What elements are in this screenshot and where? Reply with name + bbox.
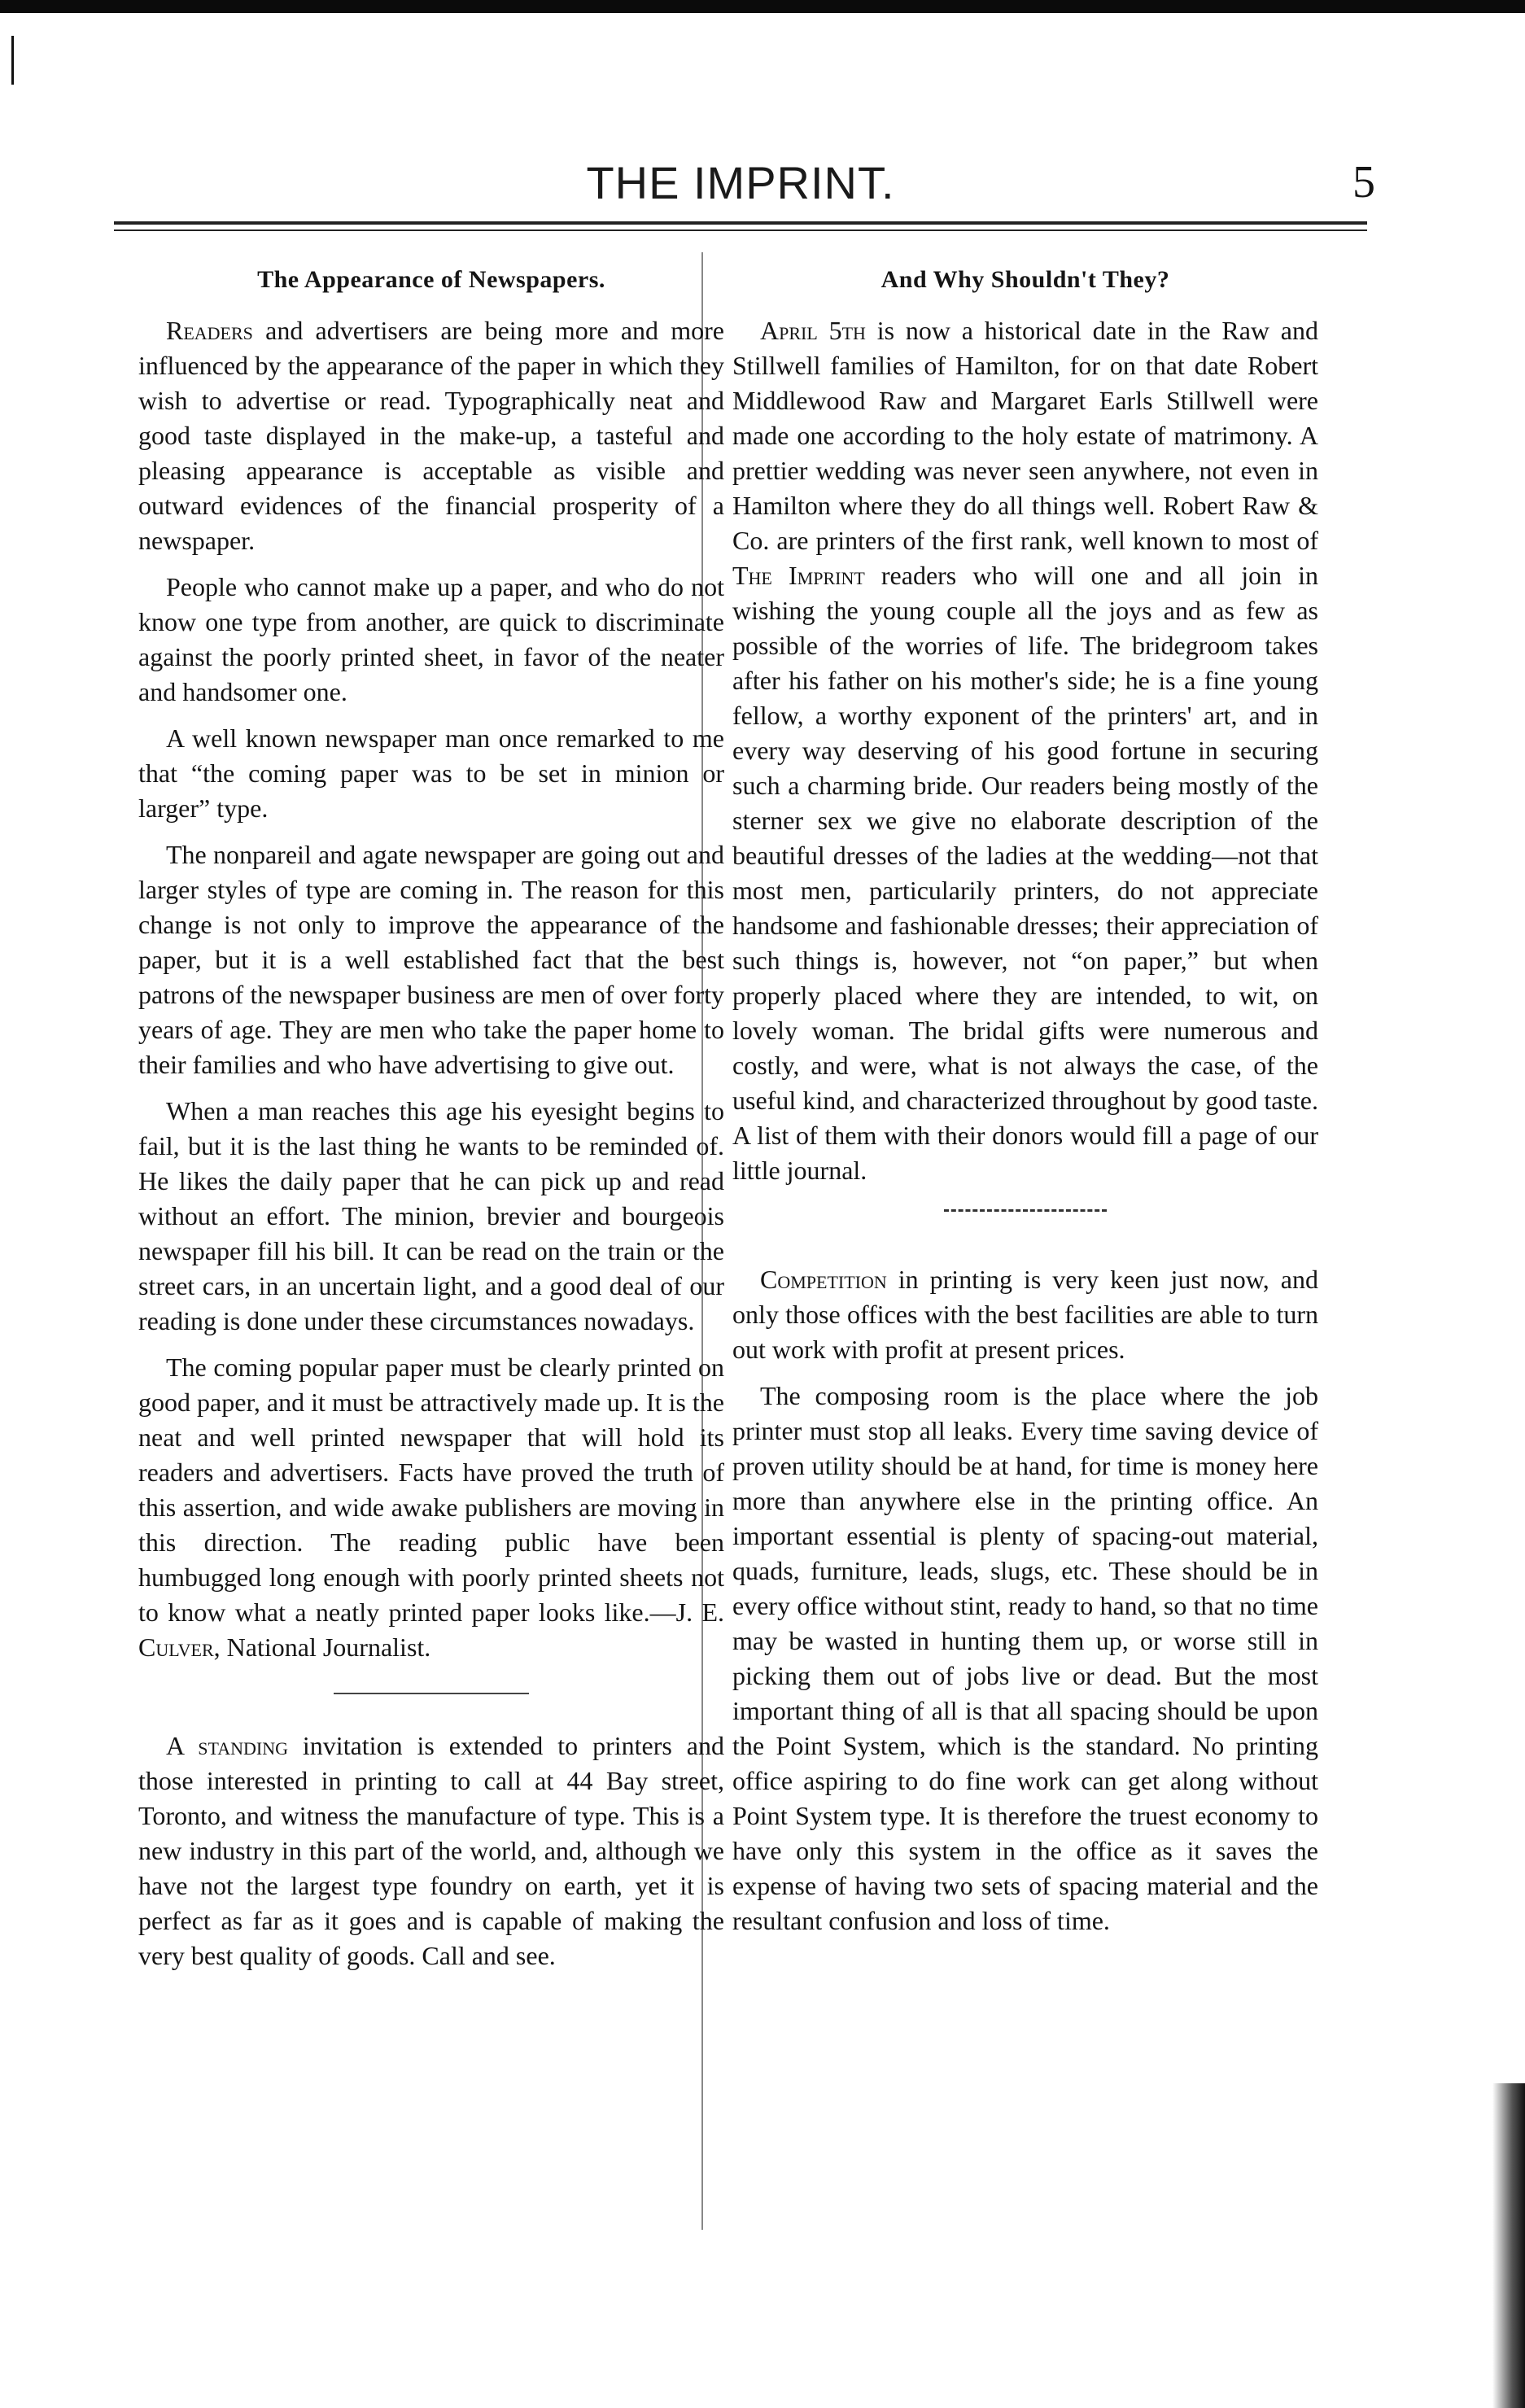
page-title: THE IMPRINT. bbox=[586, 157, 895, 208]
paragraph-text: readers who will one and all join in wishing the young couple all the joys and as few as possible of the worries of life. The bridegroom takes after his father on his mother's side; he is a fine young fellow, a worthy exponent of the printers' art, and in every way deserving of his good fortune in securing such a charming bride. Our readers being mostly of the sterner sex we give no elaborate description of the beautiful dresses of the ladies at the wedding—not that most men, particularily printers, do not appreciate handsome and fashionable dresses; their appreciation of such things is, however, not “on paper,” but when properly placed where they are intended, to wit, on lovely woman. The bridal gifts were numerous and costly, and were, what is not always the case, of the useful kind, and characterized throughout by good taste. A list of them with their donors would fill a page of our little journal. bbox=[732, 561, 1318, 1185]
header-rule bbox=[114, 221, 1367, 225]
paragraph-text: is now a historical date in the Raw and Stillwell families of Hamilton, for on that date Robert Middlewood Raw and Margaret Earls Stillwell were made one according to the holy estate of matrimony. A prettier wedding was never seen anywhere, not even in Hamilton where they do all things well. Robert Raw & Co. are printers of the first rank, well known to most of bbox=[732, 316, 1319, 555]
paragraph-lead: Competition bbox=[760, 1265, 887, 1294]
top-border bbox=[0, 0, 1525, 13]
paragraph bbox=[732, 313, 1318, 1188]
paragraph: People who cannot make up a paper, and who do not know one type from another, are quick to discriminate against the poorly printed sheet, in favor of the neater and handsomer one. bbox=[138, 572, 724, 706]
paragraph-text: invitation is extended to printers and those interested in printing to call at 44 Bay street, Toronto, and witness the manufacture of type. This is a new industry in this part of the world, and, although we have not the largest type foundry on earth, yet it is perfect as far as it goes and is capable of making the very best quality of goods. Call and see. bbox=[138, 1731, 724, 1970]
paragraph-lead: A standing bbox=[166, 1731, 288, 1760]
paragraph-text: in printing is very keen just now, and only those offices with the best facilities are able to turn out work with profit at present prices. bbox=[732, 1265, 1318, 1364]
paragraph bbox=[732, 1262, 1318, 1367]
right-column bbox=[732, 262, 1318, 1950]
page-header bbox=[106, 156, 1375, 221]
paragraph bbox=[138, 1350, 724, 1665]
article-title: The Appearance of Newspapers. bbox=[257, 266, 605, 293]
page-number: 5 bbox=[1352, 157, 1375, 208]
paragraph bbox=[138, 1728, 724, 1973]
paragraph: A well known newspaper man once remarked to me that “the coming paper was to be set in minion or larger” type. bbox=[138, 723, 724, 823]
left-column bbox=[138, 262, 724, 1985]
author-name: Culver bbox=[138, 1632, 214, 1662]
section-divider bbox=[944, 1209, 1107, 1212]
paragraph bbox=[138, 313, 724, 558]
paragraph: The composing room is the place where the job printer must stop all leaks. Every time saving device of proven utility should be at hand, for time is money here more than anywhere else in the printing office. An important essential is plenty of spacing-out material, quads, furniture, leads, slugs, etc. These should be in every office without stint, ready to hand, so that no time may be wasted in hunting them up, or worse still in picking them out of jobs live or dead. But the most important thing of all is that all spacing should be upon the Point System, which is the standard. No printing office aspiring to do fine work can get along without Point System type. It is therefore the truest economy to have only this system in the office as it saves the expense of having two sets of spacing material and the resultant confusion and loss of time. bbox=[732, 1381, 1318, 1935]
source-name: , National Journalist. bbox=[213, 1632, 431, 1662]
page-edge-shadow bbox=[1492, 2083, 1525, 2408]
paragraph-text: The coming popular paper must be clearly printed on good paper, and it must be attractively made up. It is the neat and well printed newspaper that will hold its readers and advertisers. Facts have proved the truth of this assertion, and wide awake publishers are moving in this direction. The reading public have been humbugged long enough with poorly printed sheets not to know what a neatly printed paper looks like.—J. E. bbox=[138, 1353, 724, 1627]
paragraph: When a man reaches this age his eyesight begins to fail, but it is the last thing he wants to be reminded of. He likes the daily paper that he can pick up and read without an effort. The minion, brevier and bourgeois newspaper fill his bill. It can be read on the train or the street cars, in an uncertain light, and a good deal of our reading is done under these circumstances nowadays. bbox=[138, 1096, 724, 1335]
paragraph: The nonpareil and agate newspaper are going out and larger styles of type are coming in. The reason for this change is not only to improve the appearance of the paper, but it is a well established fact that the best patrons of the newspaper business are men of over forty years of age. They are men who take the paper home to their families and who have advertising to give out. bbox=[138, 840, 724, 1079]
paragraph-lead: April 5th bbox=[760, 316, 866, 345]
publication-name: The Imprint bbox=[732, 561, 865, 590]
section-divider bbox=[334, 1693, 529, 1694]
header-rule-thin bbox=[114, 229, 1367, 231]
article-title: And Why Shouldn't They? bbox=[880, 266, 1170, 293]
margin-mark bbox=[11, 36, 14, 85]
paragraph-lead: Readers bbox=[166, 316, 253, 345]
paragraph-text: and advertisers are being more and more influenced by the appearance of the paper in which they wish to advertise or read. Typographically neat and good taste displayed in the make-up, a tasteful and pleasing appearance is acceptable as visible and outward evidences of the financial prosperity of a newspaper. bbox=[138, 316, 724, 555]
